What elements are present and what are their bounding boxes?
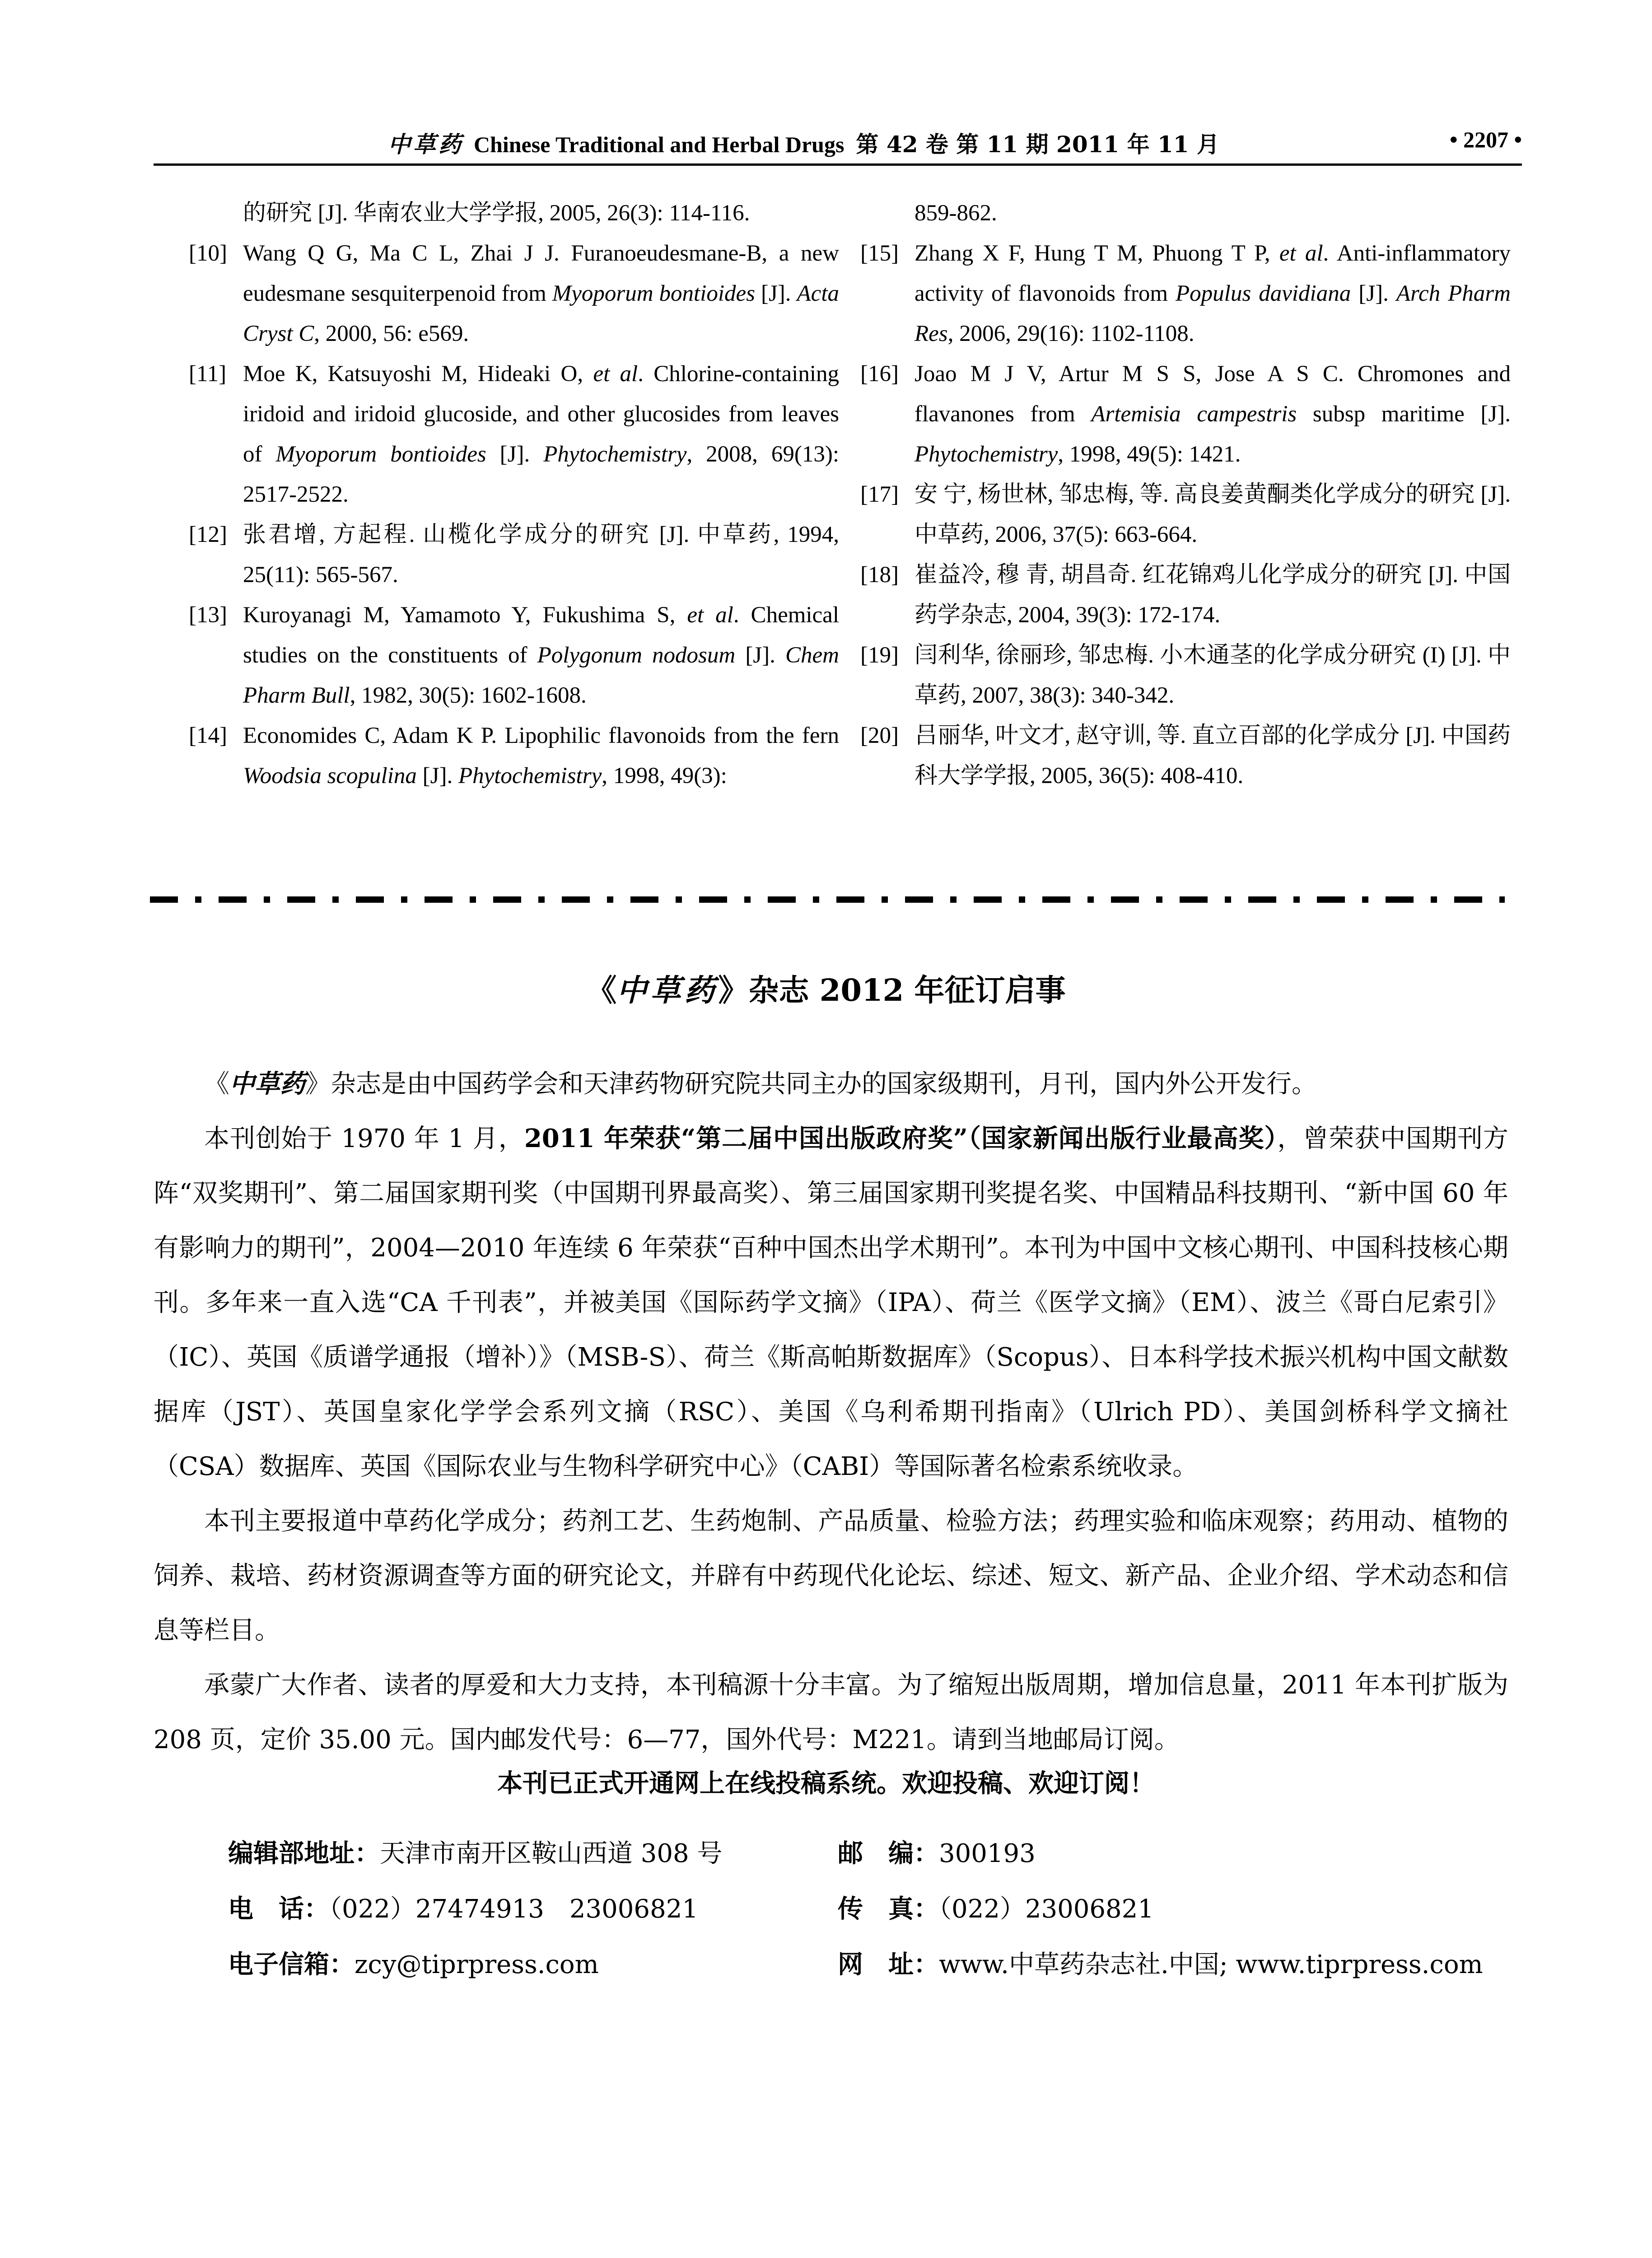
reference-item [860,475,1511,555]
phone-value: （022）27474913 23006821 [329,1894,698,1924]
reference-text: 崔益冷, 穆 青, 胡昌奇. 红花锦鸡儿化学成分的研究 [J]. 中国药学杂志, 2004, 39(3): 172-174. [915,562,1511,628]
reference-item [189,515,839,595]
notice-paragraph: 《中草药》杂志是由中国药学会和天津药物研究院共同主办的国家级期刊，月刊，国内外公开发行。 [204,1069,1317,1099]
reference-number: [18] [860,562,899,588]
reference-number: [10] [189,241,227,266]
running-header [154,126,1522,157]
website-label: 网 址： [838,1950,939,1979]
reference-number: [15] [860,241,899,266]
address-label: 编辑部地址： [228,1838,380,1868]
header-rule [154,163,1522,166]
reference-text: Wang Q G, Ma C L, Zhai J J. Furanoeudesmane-B, a new eudesmane sesquiterpenoid from Myoporum bontioides [J]. Acta Cryst C, 2000, 56: e569. [243,241,839,346]
notice-title [0,966,1652,1010]
notice-paragraph: 承蒙广大作者、读者的厚爱和大力支持，本刊稿源十分丰富。为了缩短出版周期，增加信息量，2011 年本刊扩版为 208 页，定价 35.00 元。国内邮发代号：6—77，国外代号：M221。请到当地邮局订阅。 [154,1670,1508,1754]
email-label: 电子信箱： [228,1950,355,1979]
address-value: 天津市南开区鞍山西道 308 号 [380,1839,723,1868]
reference-number: [14] [189,723,227,748]
reference-item [189,354,839,515]
contact-row [228,1833,1520,1889]
reference-number: [11] [189,361,227,387]
title-prefix: 《 [586,972,617,1008]
postcode-value: 300193 [939,1839,1036,1868]
website-value[interactable]: www.中草药杂志社.中国; www.tiprpress.com [939,1950,1483,1979]
reference-item [860,716,1511,796]
reference-text: Kuroyanagi M, Yamamoto Y, Fukushima S, et al. Chemical studies on the constituents of Polygonum nodosum [J]. Chem Pharm Bull, 1982, 30(5): 1602-1608. [243,602,839,708]
reference-number: [16] [860,361,899,387]
online-submission-line: 本刊已正式开通网上在线投稿系统。欢迎投稿、欢迎订阅！ [497,1768,1155,1798]
reference-text: Zhang X F, Hung T M, Phuong T P, et al. Anti-inflammatory activity of flavonoids from Populus davidiana [J]. Arch Pharm Res, 2006, 29(16): 1102-1108. [915,241,1511,346]
reference-text: 张君增, 方起程. 山榄化学成分的研究 [J]. 中草药, 1994, 25(11): 565-567. [243,522,839,588]
notice-body [154,1057,1508,1767]
reference-item [189,595,839,716]
reference-number: [20] [860,723,899,748]
reference-number: [12] [189,522,227,547]
page-number: • 2207 • [1449,127,1522,152]
phone-label: 电 话： [228,1894,329,1924]
postcode-label: 邮 编： [838,1838,939,1868]
issue-info: 第 42 卷 第 11 期 2011 年 11 月 [856,131,1219,158]
reference-item [860,193,1511,233]
contact-row [228,1889,1520,1945]
reference-text: 的研究 [J]. 华南农业大学学报, 2005, 26(3): 114-116. [243,201,750,226]
dashed-divider [150,896,1505,903]
reference-item [860,354,1511,475]
notice-paragraph: 本刊创始于 1970 年 1 月，2011 年荣获“第二届中国出版政府奖”（国家新闻出版行业最高奖），曾荣获中国期刊方阵“双奖期刊”、第二届国家期刊奖（中国期刊界最高奖）、第三届国家期刊奖提名奖、中国精品科技期刊、“新中国 60 年有影响力的期刊”，2004—2010 年连续 6 年荣获“百种中国杰出学术期刊”。本刊为中国中文核心期刊、中国科技核心期刊。多年来一直入选“CA 千刊表”，并被美国《国际药学文摘》（IPA）、荷兰《医学文摘》（EM）、波兰《哥白尼索引》（IC）、英国《质谱学通报（增补）》（MSB-S）、荷兰《斯高帕斯数据库》（Scopus）、日本科学技术振兴机构中国文献数据库（JST）、英国皇家化学学会系列文摘（RSC）、美国《乌利希期刊指南》（Ulrich PD）、美国剑桥科学文摘社（CSA）数据库、英国《国际农业与生物科学研究中心》（CABI）等国际著名检索系统收录。 [154,1124,1508,1481]
title-suffix: 》杂志 2012 年征订启事 [718,972,1066,1008]
fax-label: 传 真： [838,1894,939,1924]
reference-number: [13] [189,602,227,628]
reference-text: 闫利华, 徐丽珍, 邹忠梅. 小木通茎的化学成分研究 (I) [J]. 中草药, 2007, 38(3): 340-342. [915,643,1511,708]
journal-name-en: Chinese Traditional and Herbal Drugs [473,132,845,157]
reference-text: Joao M J V, Artur M S S, Jose A S C. Chromones and flavanones from Artemisia campestris subsp maritime [J]. Phytochemistry, 1998, 49(5): 1421. [915,361,1511,467]
contact-row [228,1945,1520,2000]
fax-value: （022）23006821 [939,1894,1154,1924]
journal-name-zh: 中草药 [387,131,464,158]
reference-item [189,233,839,354]
reference-item [860,635,1511,716]
reference-text: Moe K, Katsuyoshi M, Hideaki O, et al. Chlorine-containing iridoid and iridoid glucoside, and other glucosides from leaves of Myoporum bontioides [J]. Phytochemistry, 2008, 69(13): 2517-2522. [243,361,839,507]
email-value[interactable]: zcy@tiprpress.com [355,1950,599,1979]
reference-item [189,193,839,233]
journal-header [154,126,1219,159]
references-right-column [860,193,1511,796]
title-journal: 中草药 [616,972,719,1008]
reference-text: 吕丽华, 叶文才, 赵守训, 等. 直立百部的化学成分 [J]. 中国药科大学学报, 2005, 36(5): 408-410. [915,723,1511,788]
reference-item [860,555,1511,635]
reference-number: [17] [860,482,899,507]
reference-item [189,716,839,796]
reference-text: Economides C, Adam K P. Lipophilic flavonoids from the fern Woodsia scopulina [J]. Phytochemistry, 1998, 49(3): [243,723,839,788]
notice-paragraph: 本刊主要报道中草药化学成分；药剂工艺、生药炮制、产品质量、检验方法；药理实验和临床观察；药用动、植物的饲养、栽培、药材资源调查等方面的研究论文，并辟有中药现代化论坛、综述、短文、新产品、企业介绍、学术动态和信息等栏目。 [154,1507,1508,1645]
contact-block [228,1833,1520,2000]
references-left-column [189,193,839,796]
reference-text: 安 宁, 杨世林, 邹忠梅, 等. 高良姜黄酮类化学成分的研究 [J]. 中草药, 2006, 37(5): 663-664. [915,482,1511,547]
reference-item [860,233,1511,354]
reference-number: [19] [860,643,899,668]
reference-text: 859-862. [915,201,997,226]
